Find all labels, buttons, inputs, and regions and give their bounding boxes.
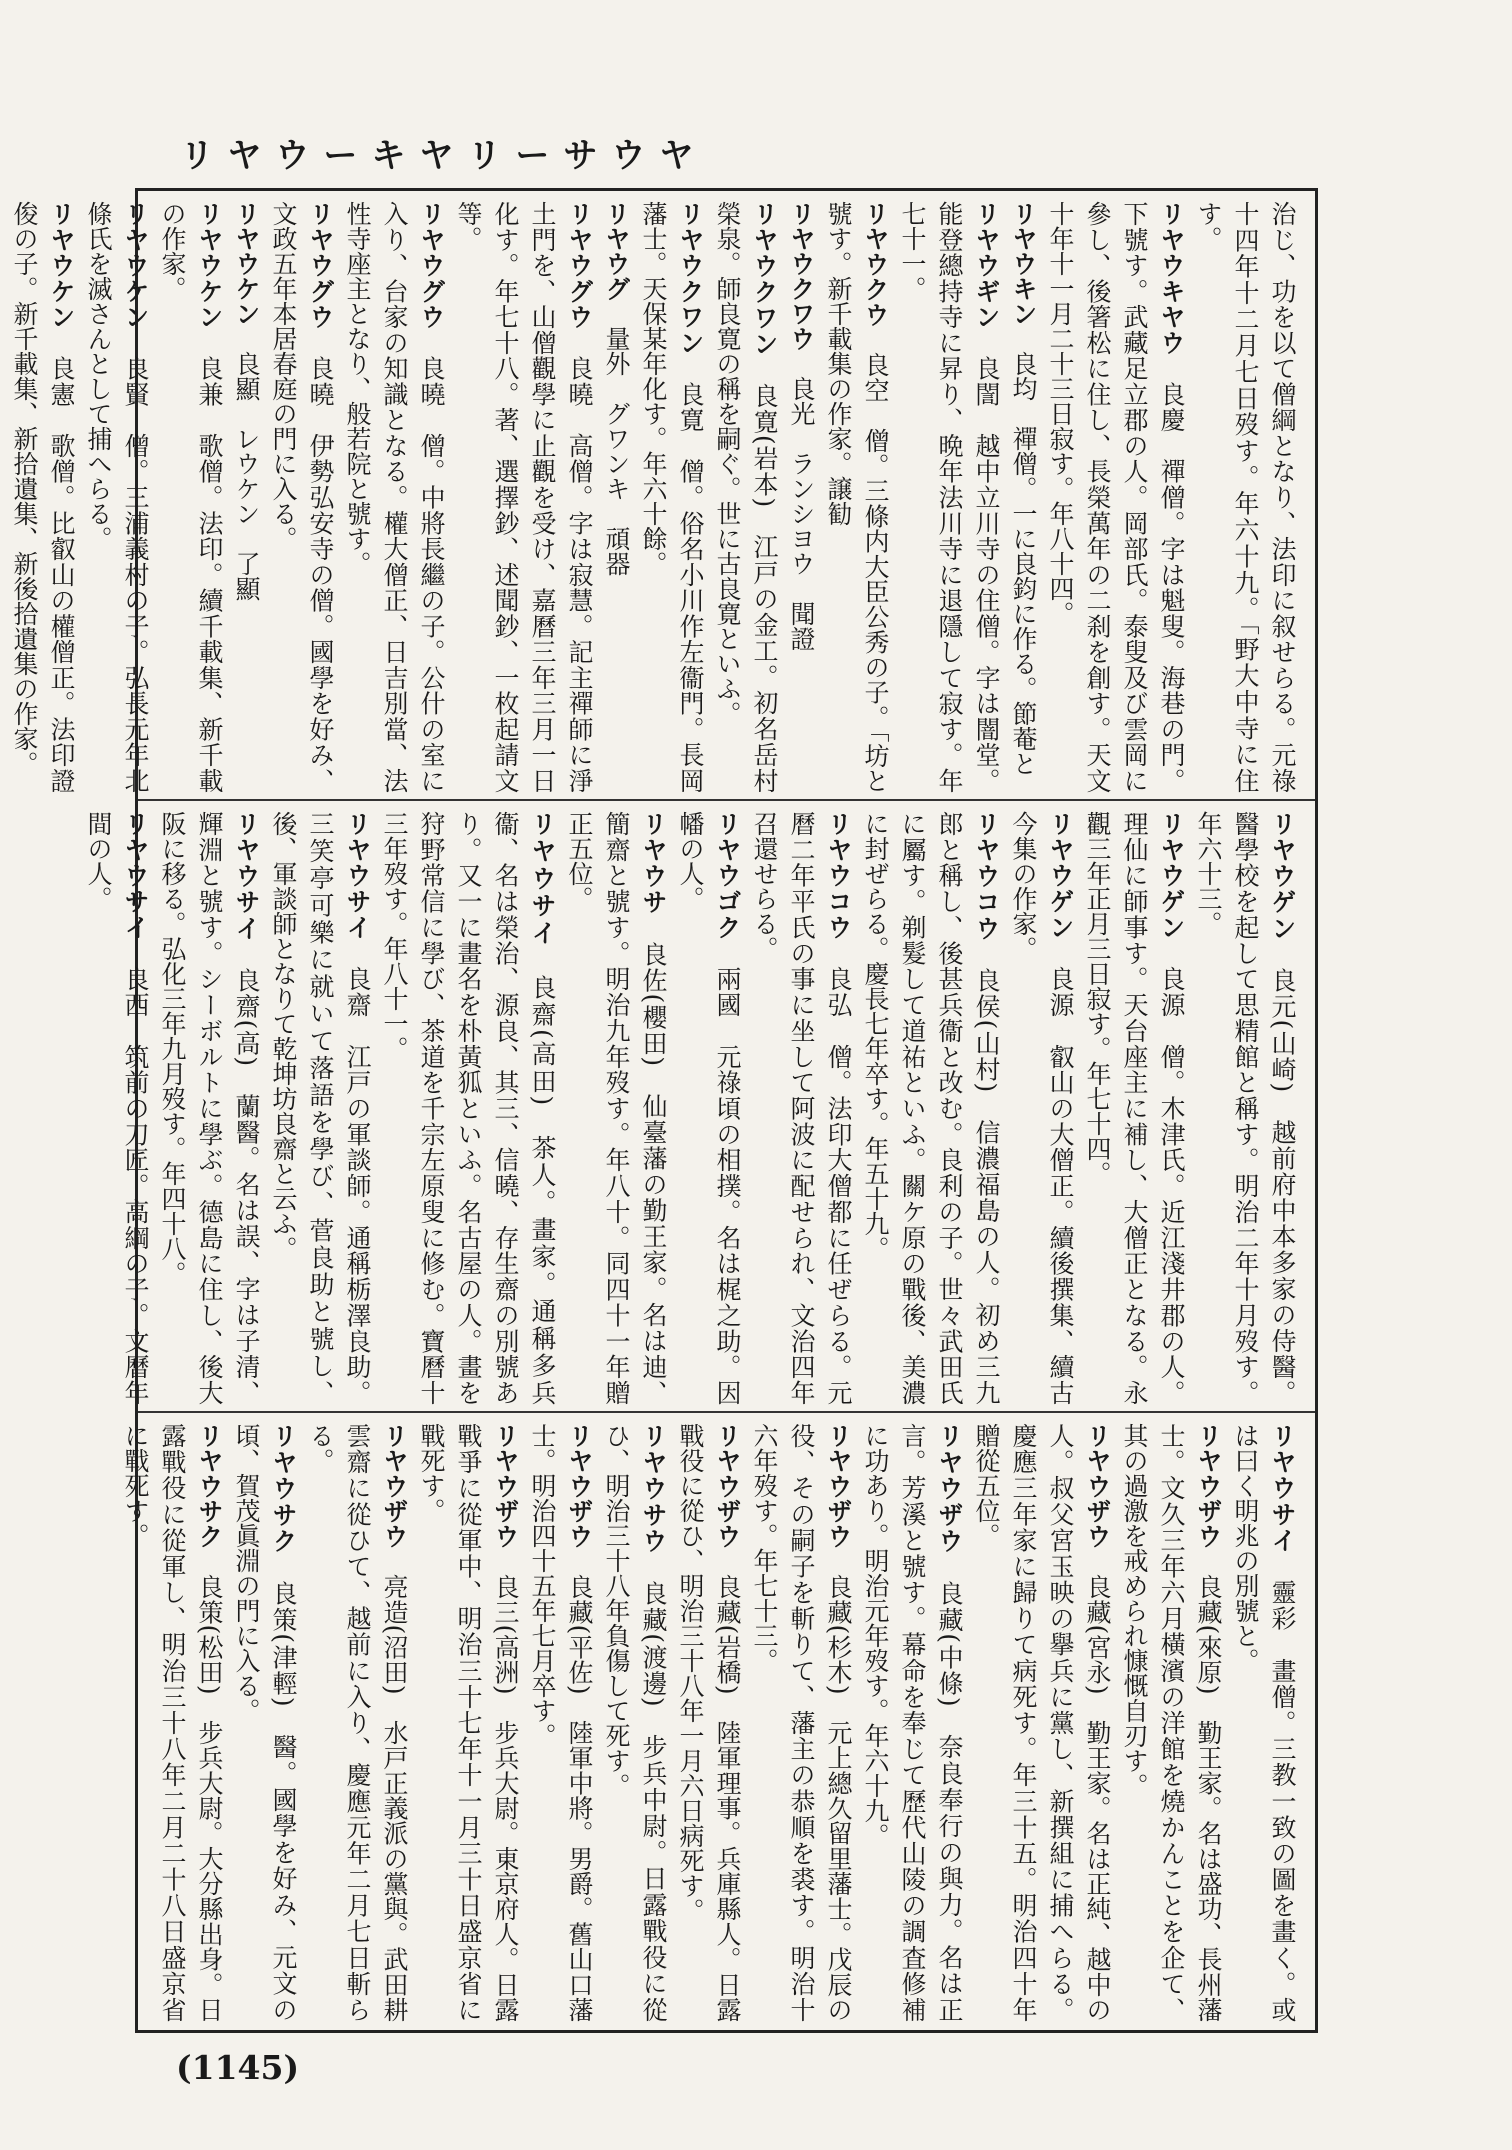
entry-headword: リヤウグ (602, 201, 631, 301)
entry-body: 良藏(中條) 奈良奉行の與力。名は正言。芳溪と號す。幕命を奉じて歷代山陵の調査修補に功あり。明治元年歿す。年六十九。 (861, 1423, 964, 2023)
entry-body: 良元(山崎) 越前府中本多家の侍醫。醫學校を起して思精館と稱す。明治二年十月歿す。年六十三。 (1194, 811, 1297, 1406)
entry-headword: リヤウグウ (306, 201, 335, 330)
entry-headword: リヤウキン (1009, 201, 1038, 326)
dictionary-entry (154, 811, 265, 1405)
dictionary-entry (1079, 811, 1190, 1405)
entry-headword: リヤウサ (639, 811, 668, 916)
entry-headword: リヤウザウ (380, 1423, 409, 1549)
dictionary-entry (598, 201, 635, 793)
entry-body: 良侯(山村) 信濃福島の人。初め三九郎と稱し、後甚兵衞と改む。良利の子。世々武田氏に屬す。剃髮して道祐といふ。關ケ原の戰後、美濃に封ぜらる。慶長七年卒す。年五十九。 (861, 811, 1001, 1406)
dictionary-entry (413, 1423, 524, 2022)
dictionary-entry (265, 811, 376, 1405)
entry-body: 兩國 元祿頃の相撲。名は梶之助。因幡の人。 (676, 811, 742, 1406)
entry-headword: リヤウサイ (121, 811, 150, 941)
entry-headword: リヤウサク (195, 1423, 224, 1549)
dictionary-entry (857, 1423, 968, 2022)
entry-body: 良藏(杉木) 元上總久留里藩士。戊辰の役、その嗣子を斬りて、藩主の恭順を裘す。明治十六年歿す。年七十三。 (750, 1423, 853, 2023)
entry-headword: リヤウザウ (935, 1423, 964, 1555)
entry-headword: リヤウサイ (528, 811, 557, 948)
dictionary-entry (635, 201, 709, 793)
entry-body: 良策(松田) 步兵大尉。大分縣出身。日露戰役に從軍し、明治三十八年二月二十八日盛京省に戰死す。 (121, 1423, 224, 2022)
entry-headword: リヤウサイ (232, 811, 261, 942)
page-frame (10, 188, 1318, 2033)
entry-body: 良源 僧。木津氏。近江淺井郡の人。理仙に師事す。天台座主に補し、大僧正となる。永觀三年正月三日寂す。年七十四。 (1083, 811, 1186, 1406)
entry-body: 良兼 歌僧。法印。續千載集、新千載の作家。 (158, 201, 224, 794)
entry-body: 良藏(平佐) 陸軍中將。男爵。舊山口藩士。明治四十五年七月卒す。 (528, 1423, 594, 2022)
entry-body: 量外 グワンキ 頑器 (602, 326, 631, 576)
dictionary-entry (117, 1423, 228, 2022)
entry-body: 良源 叡山の大僧正。續後撰集、續古今集の作家。 (1009, 811, 1075, 1406)
entry-headword: リヤウグウ (417, 201, 446, 330)
dictionary-entry (672, 1423, 746, 2022)
entry-headword: リヤウクウ (861, 201, 890, 327)
entry-headword: リヤウザウ (491, 1423, 520, 1549)
entry-headword: リヤウゲン (1157, 811, 1186, 941)
tier-middle (84, 801, 1315, 1411)
entry-body: 良弘 僧。法印大僧都に任ぜらる。元曆二年平氏の事に坐して阿波に配せられ、文治四年召還せらる。 (750, 811, 853, 1406)
dictionary-entry (783, 201, 820, 793)
entry-body: 良齋(高) 蘭醫。名は誤、字は子清、輝淵と號す。シーボルトに學ぶ。德島に住し、後大阪に移る。弘化三年九月歿す。年四十八。 (158, 811, 261, 1406)
dictionary-entry (894, 201, 1005, 793)
dictionary-entry (1227, 1423, 1301, 2022)
dictionary-entry (302, 1423, 413, 2022)
entry-headword: リヤウギン (972, 201, 1001, 330)
entry-body: 治じ、功を以て僧綱となり、法印に叙せらる。元祿十四年十二月七日歿す。年六十九。「野大中寺に住す。 (1194, 201, 1297, 793)
dictionary-entry (339, 201, 450, 793)
entry-body: 良光 ランシヨウ 聞證 (787, 376, 816, 651)
entry-headword: リヤウキヤウ (1157, 201, 1186, 356)
entry-body: 良藏(岩橋) 陸軍理事。兵庫縣人。日露戰役に從ひ、明治三十八年一月六日病死す。 (676, 1423, 742, 2022)
dictionary-entry (228, 201, 265, 793)
entry-headword: リヤウケン (47, 201, 76, 330)
dictionary-entry (1042, 201, 1190, 793)
entry-body: 良曉 僧。中將長繼の子。公什の室に入り、台家の知識となる。權大僧正、日吉別當、法性寺座主となり、般若院と號す。 (343, 201, 446, 794)
tier-bottom (121, 1413, 1315, 2028)
entry-headword: リヤウゲン (1268, 811, 1297, 942)
entry-body: 良佐(櫻田) 仙臺藩の勤王家。名は迪、簡齋と號す。明治九年歿す。年八十。同四十一年贈正五位。 (565, 811, 668, 1406)
entry-headword: リヤウコウ (972, 811, 1001, 942)
dictionary-entry (265, 201, 339, 793)
dictionary-entry (598, 1423, 672, 2022)
entry-body: 良藏(宮永) 勤王家。名は正純、越中の人。叔父宮玉映の擧兵に黨し、新撰組に捕へらる。慶應三年家に歸りて病死す。年三十五。明治四十年贈從五位。 (972, 1423, 1112, 2022)
running-header: リヤウーキヤリーサウヤ (180, 136, 708, 176)
entry-body: 良憲 歌僧。比叡山の權僧正。法印證俊の子。新千載集、新拾遺集、新後拾遺集の作家。 (10, 201, 76, 794)
entry-headword: リヤウクワン (676, 201, 705, 356)
dictionary-entry (1116, 1423, 1227, 2022)
entry-headword: リヤウコウ (824, 811, 853, 941)
entry-headword: リヤウサウ (639, 1423, 668, 1555)
entry-headword: リヤウゴク (713, 811, 742, 941)
entry-headword: リヤウザウ (565, 1423, 594, 1549)
tier-bottom-text (107, 1413, 1315, 2028)
entry-body: 良顯 レウケン 了顯 (232, 351, 261, 601)
entry-body: 良誾 越中立川寺の住僧。字は闇堂。能登總持寺に昇り、晩年法川寺に退隱して寂す。年七十一。 (898, 201, 1001, 794)
entry-headword: リヤウザウ (1194, 1423, 1223, 1549)
entry-body: 良齋 江戸の軍談師。通稱栃澤良助。三笑亭可樂に就いて落語を學び、菅良助と號し、後、軍談師となりて乾坤坊良齋と云ふ。 (269, 811, 372, 1406)
dictionary-entry (709, 201, 783, 793)
page-number: (1145) (176, 2048, 300, 2087)
entry-headword: リヤウクワン (750, 201, 779, 357)
entry-body: 良策(津輕) 醫。國學を好み、元文の頃、賀茂眞淵の門に入る。 (232, 1423, 298, 2023)
entry-headword: リヤウゲン (1046, 811, 1075, 941)
dictionary-entry (561, 811, 672, 1405)
entry-headword: リヤウザウ (713, 1423, 742, 1549)
entry-headword: リヤウグウ (565, 201, 594, 330)
entry-headword: リヤウケン (121, 201, 150, 330)
entry-headword: リヤウサイ (1268, 1423, 1297, 1554)
dictionary-entry (228, 1423, 302, 2022)
entry-body: 良西 筑前の刀匠。高綱の子。文曆年間の人。 (84, 811, 150, 1406)
entry-body: 靈彩 畫僧。三教一致の圖を畫く。或は曰く明兆の別號と。 (1231, 1423, 1297, 2023)
dictionary-entry (6, 201, 80, 793)
entry-body: 良三(高洲) 步兵大尉。東京府人。日露戰爭に從軍中、明治三十七年十一月三十日盛京省に戰死す。 (417, 1423, 520, 2022)
dictionary-entry (154, 201, 228, 793)
entry-body: 良藏(渡邊) 步兵中尉。日露戰役に從ひ、明治三十八年負傷して死す。 (602, 1423, 668, 2023)
dictionary-entry (1190, 811, 1301, 1405)
dictionary-entry (820, 201, 894, 793)
dictionary-entry (1190, 201, 1301, 793)
entry-body: 良空 僧。三條内大臣公秀の子。「坊と號す。新千載集の作家。譲勧 (824, 201, 890, 794)
entry-headword: リヤウケン (232, 201, 261, 326)
entry-headword: リヤウサイ (343, 811, 372, 941)
tier-middle-text (70, 801, 1315, 1411)
entry-body: 良曉 高僧。字は寂慧。記主禪師に淨土門を、山僧觀學に止觀を受け、嘉曆三年三月一日化す。年七十八。著、選擇鈔、述聞鈔、一枚起請文等。 (454, 201, 594, 794)
entry-body: 良曉 伊勢弘安寺の僧。國學を好み、文政五年本居春庭の門に入る。 (269, 201, 335, 794)
dictionary-entry (80, 811, 154, 1405)
dictionary-entry (968, 1423, 1116, 2022)
entry-body: 良慶 禪僧。字は魁叟。海巷の門。下號す。武藏足立郡の人。岡部氏。泰叟及び雲岡に參し、後箸松に住し、長榮萬年の二刹を創す。天文十年十一月二十三日寂す。年八十四。 (1046, 201, 1186, 794)
entry-headword: リヤウケン (195, 201, 224, 330)
dictionary-entry (1005, 201, 1042, 793)
dictionary-entry (857, 811, 1005, 1405)
tier-top (10, 191, 1315, 799)
entry-body: 良寛(岩本) 江戸の金工。初名岳村榮泉。師良寛の稱を嗣ぐ。世に古良寛といふ。 (713, 201, 779, 794)
dictionary-entry (376, 811, 561, 1405)
entry-body: 良藏(來原) 勤王家。名は盛功、長州藩士。文久三年六月橫濱の洋館を燒かんことを企て、其の過激を戒められ慷慨自刃す。 (1120, 1423, 1223, 2022)
entry-body: 良賢 僧。三浦義村の子。弘長元年北條氏を滅さんとして捕へらる。 (84, 201, 150, 794)
entry-headword: リヤウクワウ (787, 201, 816, 351)
entry-headword: リヤウサク (269, 1423, 298, 1555)
entry-body: 良均 禪僧。一に良鈞に作る。節菴と (1009, 351, 1038, 776)
tier-top-text (0, 191, 1315, 799)
entry-body: 亮造(沼田) 水戸正義派の黨與。武田耕雲齋に從ひて、越前に入り、慶應元年二月七日斬らる。 (306, 1423, 409, 2022)
dictionary-entry (1005, 811, 1079, 1405)
entry-headword: リヤウザウ (824, 1423, 853, 1549)
dictionary-entry (672, 811, 746, 1405)
dictionary-entry (450, 201, 598, 793)
entry-body: 良齋(高田) 茶人。畫家。通稱多兵衞、名は榮治、源良、其三、信曉、存生齋の別號あり。又一に畫名を朴黃狐といふ。名古屋の人。畫を狩野常信に學び、茶道を千宗左原叟に修む。寶曆十三年歿す。年八十一。 (380, 811, 557, 1406)
dictionary-entry (746, 811, 857, 1405)
entry-headword: リヤウザウ (1083, 1423, 1112, 1549)
dictionary-entry (524, 1423, 598, 2022)
entry-body: 良寛 僧。俗名小川作左衞門。長岡藩士。天保某年化す。年六十餘。 (639, 201, 705, 794)
dictionary-entry (746, 1423, 857, 2022)
dictionary-entry (80, 201, 154, 793)
